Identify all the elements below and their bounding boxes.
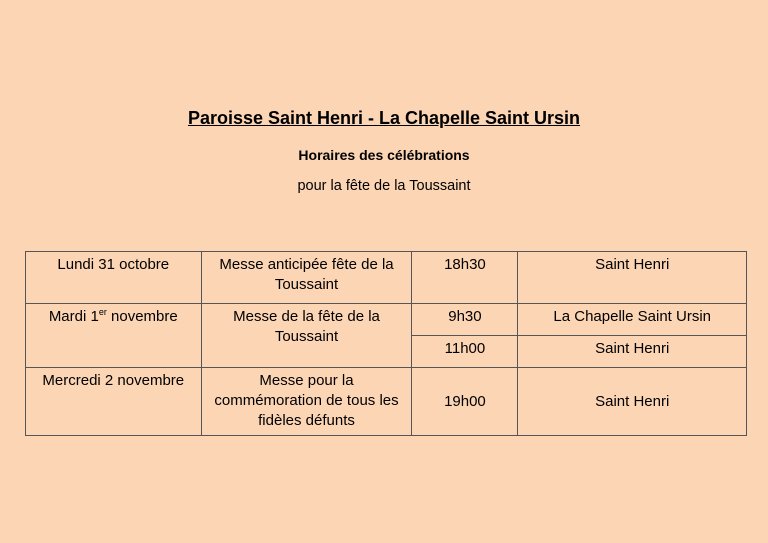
table-row — [26, 252, 747, 304]
day-cell — [26, 304, 202, 368]
time-cell: 11h00 — [412, 336, 518, 368]
time-cell: 19h00 — [412, 368, 518, 436]
location-cell: La Chapelle Saint Ursin — [518, 304, 747, 336]
parish-title: Paroisse Saint Henri - La Chapelle Saint Ursin — [187, 108, 581, 128]
location-cell: Saint Henri — [518, 368, 747, 436]
schedule-subtitle: Horaires des célébrations — [298, 147, 470, 163]
day-cell: Mercredi 2 novembre — [26, 368, 202, 436]
event-cell: Messe de la fête de la Toussaint — [201, 304, 412, 368]
occasion-subtitle: pour la fête de la Toussaint — [297, 178, 471, 194]
location-cell: Saint Henri — [518, 252, 747, 304]
schedule-table — [25, 251, 747, 436]
day-ordinal-suffix: er — [98, 307, 107, 317]
event-cell: Messe anticipée fête de la Toussaint — [201, 252, 412, 304]
location-cell: Saint Henri — [518, 336, 747, 368]
day-month: novembre — [106, 308, 178, 325]
time-cell: 18h30 — [412, 252, 518, 304]
table-row — [26, 368, 747, 436]
day-cell: Lundi 31 octobre — [26, 252, 202, 304]
event-cell: Messe pour la commémoration de tous les fidèles défunts — [201, 368, 412, 436]
day-text: Mardi 1 — [48, 308, 99, 325]
time-cell: 9h30 — [412, 304, 518, 336]
table-row — [26, 304, 747, 336]
